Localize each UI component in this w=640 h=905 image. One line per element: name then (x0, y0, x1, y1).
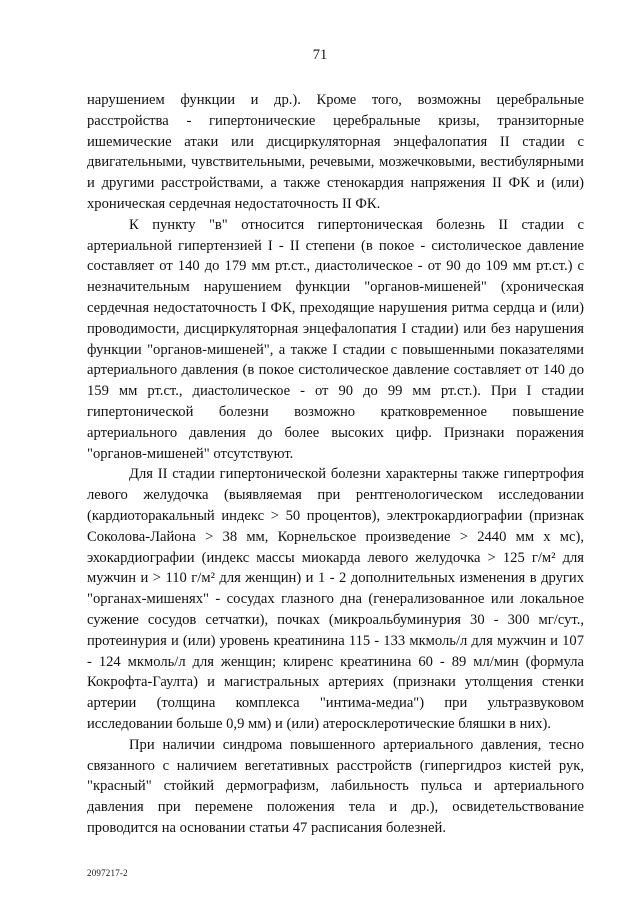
paragraph-continuation: нарушением функции и др.). Кроме того, возможны церебральные расстройства - гипертонические церебральные кризы, транзиторные ишемические атаки или дисциркуляторная энцефалопатия II стадии с двигательными, чувствительными, речевыми, мозжечковыми, вестибулярными и другими расстройствами, а также стенокардия напряжения II ФК и (или) хроническая сердечная недостаточность II ФК. (87, 92, 584, 212)
paragraph-syndrome: При наличии синдрома повышенного артериального давления, тесно связанного с наличием вегетативных расстройств (гипергидроз кистей рук, "красный" стойкий дермографизм, лабильность пульса и артериального давления при перемене положения тела и др.), освидетельствование проводится на основании статьи 47 расписания болезней. (87, 736, 584, 836)
paragraph-stage-two: Для II стадии гипертонической болезни характерны также гипертрофия левого желудочка (выявляемая при рентгенологическом исследовании (кардиоторакальный индекс > 50 процентов), электрокардиографии (признак Соколова-Лайона > 38 мм, Корнельское произведение > 2440 мм х мс), эхокардиографии (индекс массы миокарда левого желудочка > 125 г/м² для мужчин и > 110 г/м² для женщин) и 1 - 2 дополнительных изменения в других "органах-мишенях" - сосудах глазного дна (генерализованное или локальное сужение сосудов сетчатки), почках (микроальбуминурия 30 - 300 мг/сут., протеинурия и (или) уровень креатинина 115 - 133 мкмоль/л для мужчин и 107 - 124 мкмоль/л для женщин; клиренс креатинина 60 - 89 мл/мин (формула Кокрофта-Гаулта) и магистральных артериях (признаки утолщения стенки артерии (толщина комплекса "интима-медиа") при ультразвуковом исследовании больше 0,9 мм) и (или) атеросклеротические бляшки в них). (87, 466, 584, 732)
body-text (87, 90, 584, 839)
paragraph-item-v: К пункту "в" относится гипертоническая болезнь II стадии с артериальной гипертензией I - II степени (в покое - систолическое давление составляет от 140 до 179 мм рт.ст., диастолическое - от 90 до 109 мм рт.ст.) с незначительным нарушением функции "органов-мишеней" (хроническая сердечная недостаточность I ФК, преходящие нарушения ритма сердца и (или) проводимости, дисциркуляторная энцефалопатия I стадии) или без нарушения функции "органов-мишеней", а также I стадии с повышенными показателями артериального давления (в покое систолическое давление составляет от 140 до 159 мм рт.ст., диастолическое - от 90 до 99 мм рт.ст.). При I стадии гипертонической болезни возможно кратковременное повышение артериального давления до более высоких цифр. Признаки поражения "органов-мишеней" отсутствуют. (87, 216, 584, 462)
page-number: 71 (312, 47, 328, 63)
document-code: 2097217-2 (87, 868, 128, 878)
